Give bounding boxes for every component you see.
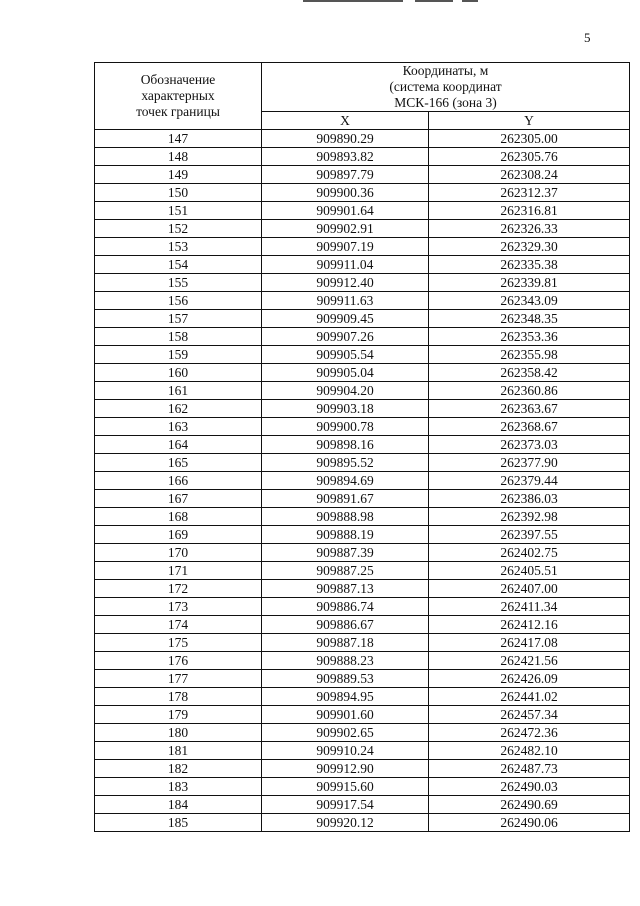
table-row [95, 652, 630, 670]
point-number-cell: 171 [95, 562, 262, 580]
table-row [95, 742, 630, 760]
table-row [95, 292, 630, 310]
table-row [95, 274, 630, 292]
table-row [95, 328, 630, 346]
y-coordinate-cell: 262417.08 [429, 634, 630, 652]
table-row [95, 166, 630, 184]
point-number-cell: 167 [95, 490, 262, 508]
x-coordinate-cell: 909903.18 [262, 400, 429, 418]
x-coordinate-cell: 909915.60 [262, 778, 429, 796]
coordinates-table [94, 62, 630, 832]
y-coordinate-cell: 262305.00 [429, 130, 630, 148]
point-number-cell: 181 [95, 742, 262, 760]
x-coordinate-cell: 909888.19 [262, 526, 429, 544]
point-number-cell: 168 [95, 508, 262, 526]
y-coordinate-cell: 262329.30 [429, 238, 630, 256]
table-row [95, 472, 630, 490]
table-row [95, 202, 630, 220]
point-number-cell: 176 [95, 652, 262, 670]
y-coordinate-cell: 262392.98 [429, 508, 630, 526]
table-row [95, 760, 630, 778]
point-number-cell: 154 [95, 256, 262, 274]
x-coordinate-cell: 909907.19 [262, 238, 429, 256]
y-coordinate-cell: 262348.35 [429, 310, 630, 328]
point-number-cell: 162 [95, 400, 262, 418]
y-coordinate-cell: 262308.24 [429, 166, 630, 184]
table-row [95, 346, 630, 364]
x-coordinate-cell: 909889.53 [262, 670, 429, 688]
coordinates-header-line: Координаты, м [402, 63, 489, 78]
x-coordinate-cell: 909891.67 [262, 490, 429, 508]
x-coordinate-cell: 909895.52 [262, 454, 429, 472]
y-column-header: Y [429, 112, 630, 130]
point-number-cell: 178 [95, 688, 262, 706]
y-coordinate-cell: 262363.67 [429, 400, 630, 418]
y-coordinate-cell: 262355.98 [429, 346, 630, 364]
point-number-cell: 164 [95, 436, 262, 454]
x-coordinate-cell: 909901.64 [262, 202, 429, 220]
table-row [95, 400, 630, 418]
x-coordinate-cell: 909890.29 [262, 130, 429, 148]
table-body [95, 130, 630, 832]
y-coordinate-cell: 262386.03 [429, 490, 630, 508]
y-coordinate-cell: 262472.36 [429, 724, 630, 742]
table-row [95, 616, 630, 634]
top-rule-middle [415, 0, 453, 2]
point-number-cell: 172 [95, 580, 262, 598]
table-row [95, 706, 630, 724]
point-number-cell: 185 [95, 814, 262, 832]
y-coordinate-cell: 262397.55 [429, 526, 630, 544]
table-row [95, 688, 630, 706]
x-coordinate-cell: 909911.04 [262, 256, 429, 274]
x-coordinate-cell: 909909.45 [262, 310, 429, 328]
x-column-header: X [262, 112, 429, 130]
table-row [95, 724, 630, 742]
y-coordinate-cell: 262421.56 [429, 652, 630, 670]
y-coordinate-cell: 262305.76 [429, 148, 630, 166]
point-number-cell: 163 [95, 418, 262, 436]
y-coordinate-cell: 262358.42 [429, 364, 630, 382]
x-coordinate-cell: 909888.98 [262, 508, 429, 526]
y-coordinate-cell: 262407.00 [429, 580, 630, 598]
table-row [95, 526, 630, 544]
point-number-cell: 183 [95, 778, 262, 796]
x-coordinate-cell: 909902.65 [262, 724, 429, 742]
table-row [95, 454, 630, 472]
point-label-header-line: характерных [141, 88, 215, 103]
page-number: 5 [584, 30, 591, 45]
point-number-cell: 158 [95, 328, 262, 346]
table-row [95, 598, 630, 616]
x-coordinate-cell: 909887.13 [262, 580, 429, 598]
point-number-cell: 148 [95, 148, 262, 166]
y-coordinate-cell: 262353.36 [429, 328, 630, 346]
table-row [95, 670, 630, 688]
top-rule-right [462, 0, 478, 2]
point-number-cell: 173 [95, 598, 262, 616]
x-coordinate-cell: 909894.95 [262, 688, 429, 706]
table-row [95, 436, 630, 454]
x-coordinate-cell: 909900.36 [262, 184, 429, 202]
y-coordinate-cell: 262487.73 [429, 760, 630, 778]
y-coordinate-cell: 262426.09 [429, 670, 630, 688]
point-number-cell: 177 [95, 670, 262, 688]
point-number-cell: 184 [95, 796, 262, 814]
coordinates-group-header [262, 63, 630, 112]
x-coordinate-cell: 909910.24 [262, 742, 429, 760]
y-coordinate-cell: 262490.69 [429, 796, 630, 814]
y-coordinate-cell: 262312.37 [429, 184, 630, 202]
table-row [95, 580, 630, 598]
point-label-header-line: точек границы [136, 104, 220, 119]
x-coordinate-cell: 909905.54 [262, 346, 429, 364]
point-number-cell: 175 [95, 634, 262, 652]
top-rule-left [303, 0, 403, 2]
point-number-cell: 157 [95, 310, 262, 328]
point-number-cell: 165 [95, 454, 262, 472]
x-coordinate-cell: 909904.20 [262, 382, 429, 400]
x-coordinate-cell: 909912.90 [262, 760, 429, 778]
point-number-cell: 150 [95, 184, 262, 202]
point-number-cell: 169 [95, 526, 262, 544]
y-coordinate-cell: 262343.09 [429, 292, 630, 310]
point-number-cell: 147 [95, 130, 262, 148]
x-coordinate-cell: 909912.40 [262, 274, 429, 292]
x-coordinate-cell: 909898.16 [262, 436, 429, 454]
point-number-cell: 161 [95, 382, 262, 400]
x-coordinate-cell: 909886.67 [262, 616, 429, 634]
table-row [95, 184, 630, 202]
x-coordinate-cell: 909920.12 [262, 814, 429, 832]
y-coordinate-cell: 262412.16 [429, 616, 630, 634]
y-coordinate-cell: 262405.51 [429, 562, 630, 580]
point-number-cell: 149 [95, 166, 262, 184]
y-coordinate-cell: 262326.33 [429, 220, 630, 238]
table-row [95, 634, 630, 652]
table-row [95, 778, 630, 796]
y-coordinate-cell: 262339.81 [429, 274, 630, 292]
table-row [95, 544, 630, 562]
point-number-cell: 153 [95, 238, 262, 256]
y-coordinate-cell: 262360.86 [429, 382, 630, 400]
point-number-cell: 159 [95, 346, 262, 364]
y-coordinate-cell: 262335.38 [429, 256, 630, 274]
coordinates-header-line: МСК-166 (зона 3) [394, 95, 497, 110]
x-coordinate-cell: 909900.78 [262, 418, 429, 436]
table-row [95, 310, 630, 328]
table-row [95, 418, 630, 436]
x-coordinate-cell: 909887.39 [262, 544, 429, 562]
point-number-cell: 156 [95, 292, 262, 310]
table-row [95, 562, 630, 580]
point-number-cell: 160 [95, 364, 262, 382]
y-coordinate-cell: 262490.03 [429, 778, 630, 796]
y-coordinate-cell: 262441.02 [429, 688, 630, 706]
x-coordinate-cell: 909917.54 [262, 796, 429, 814]
x-coordinate-cell: 909911.63 [262, 292, 429, 310]
point-number-cell: 179 [95, 706, 262, 724]
y-coordinate-cell: 262402.75 [429, 544, 630, 562]
x-coordinate-cell: 909905.04 [262, 364, 429, 382]
table-header-row [95, 63, 630, 112]
y-coordinate-cell: 262316.81 [429, 202, 630, 220]
y-coordinate-cell: 262379.44 [429, 472, 630, 490]
y-coordinate-cell: 262482.10 [429, 742, 630, 760]
table-row [95, 490, 630, 508]
y-coordinate-cell: 262490.06 [429, 814, 630, 832]
x-coordinate-cell: 909897.79 [262, 166, 429, 184]
x-coordinate-cell: 909893.82 [262, 148, 429, 166]
table-row [95, 148, 630, 166]
x-coordinate-cell: 909887.18 [262, 634, 429, 652]
x-coordinate-cell: 909907.26 [262, 328, 429, 346]
table-row [95, 238, 630, 256]
table-row [95, 814, 630, 832]
point-number-cell: 166 [95, 472, 262, 490]
point-number-cell: 152 [95, 220, 262, 238]
y-coordinate-cell: 262457.34 [429, 706, 630, 724]
x-coordinate-cell: 909901.60 [262, 706, 429, 724]
y-coordinate-cell: 262411.34 [429, 598, 630, 616]
table-row [95, 220, 630, 238]
x-coordinate-cell: 909887.25 [262, 562, 429, 580]
x-coordinate-cell: 909886.74 [262, 598, 429, 616]
x-coordinate-cell: 909902.91 [262, 220, 429, 238]
y-coordinate-cell: 262368.67 [429, 418, 630, 436]
y-coordinate-cell: 262377.90 [429, 454, 630, 472]
point-label-header-line: Обозначение [140, 72, 216, 87]
point-number-cell: 151 [95, 202, 262, 220]
table-row [95, 256, 630, 274]
point-number-cell: 180 [95, 724, 262, 742]
table-row [95, 508, 630, 526]
x-coordinate-cell: 909888.23 [262, 652, 429, 670]
point-number-cell: 182 [95, 760, 262, 778]
point-label-header [95, 63, 262, 130]
table-row [95, 796, 630, 814]
point-number-cell: 155 [95, 274, 262, 292]
y-coordinate-cell: 262373.03 [429, 436, 630, 454]
table-row [95, 130, 630, 148]
table-row [95, 364, 630, 382]
table-row [95, 382, 630, 400]
point-number-cell: 170 [95, 544, 262, 562]
point-number-cell: 174 [95, 616, 262, 634]
coordinates-header-line: (система координат [389, 79, 502, 94]
x-coordinate-cell: 909894.69 [262, 472, 429, 490]
